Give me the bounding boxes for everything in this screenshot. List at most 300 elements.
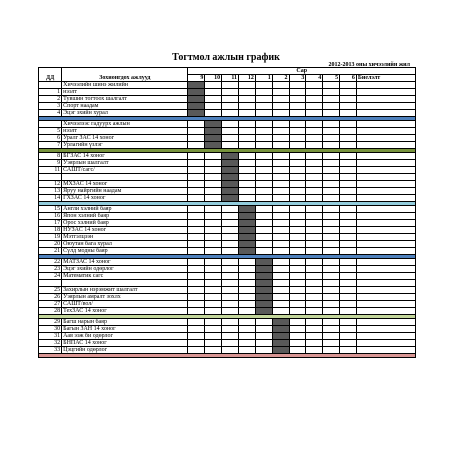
table-row	[39, 181, 416, 188]
month-cell	[188, 153, 205, 160]
month-cell	[340, 333, 357, 340]
month-cell	[255, 234, 272, 241]
month-cell	[222, 234, 239, 241]
month-cell	[222, 82, 239, 89]
month-cell	[272, 206, 289, 213]
month-cell	[272, 294, 289, 301]
month-cell	[255, 206, 272, 213]
row-number: 14	[39, 195, 62, 202]
schedule-table	[38, 67, 416, 358]
month-cell	[239, 266, 256, 273]
row-activity: Уэярлын амралт зохлх	[62, 294, 188, 301]
month-cell	[289, 174, 306, 181]
row-number: 4	[39, 110, 62, 117]
month-cell	[340, 248, 357, 255]
month-cell	[205, 227, 222, 234]
table-row	[39, 174, 416, 181]
scheduled-cell	[255, 280, 272, 287]
scheduled-cell	[222, 153, 239, 160]
month-cell	[323, 266, 340, 273]
scheduled-cell	[272, 347, 289, 354]
month-cell	[188, 234, 205, 241]
month-cell	[239, 347, 256, 354]
month-cell	[255, 326, 272, 333]
header-month: 5	[323, 75, 340, 82]
month-cell	[340, 110, 357, 117]
table-row	[39, 326, 416, 333]
month-cell	[222, 308, 239, 315]
month-cell	[306, 294, 323, 301]
month-cell	[306, 347, 323, 354]
table-row	[39, 128, 416, 135]
month-cell	[289, 220, 306, 227]
month-cell	[289, 259, 306, 266]
month-cell	[323, 89, 340, 96]
month-cell	[289, 319, 306, 326]
row-activity: Англи хэлний баяр	[62, 206, 188, 213]
month-cell	[289, 280, 306, 287]
row-activity: НУЗАС 14 хоног	[62, 227, 188, 234]
month-cell	[272, 308, 289, 315]
month-cell	[323, 241, 340, 248]
scheduled-cell	[255, 308, 272, 315]
row-number: 32	[39, 340, 62, 347]
month-cell	[306, 82, 323, 89]
row-number: 25	[39, 287, 62, 294]
month-cell	[306, 135, 323, 142]
month-cell	[255, 174, 272, 181]
month-cell	[272, 181, 289, 188]
month-cell	[272, 266, 289, 273]
month-cell	[239, 195, 256, 202]
month-cell	[306, 110, 323, 117]
month-cell	[323, 319, 340, 326]
month-cell	[323, 135, 340, 142]
month-cell	[323, 248, 340, 255]
page-subtitle: 2012-2013 оны хичээлийн жил	[328, 62, 410, 68]
scheduled-cell	[188, 103, 205, 110]
month-cell	[255, 121, 272, 128]
month-cell	[306, 319, 323, 326]
month-cell	[340, 308, 357, 315]
month-cell	[255, 188, 272, 195]
month-cell	[205, 213, 222, 220]
scheduled-cell	[255, 266, 272, 273]
note-cell	[356, 121, 415, 128]
note-cell	[356, 142, 415, 149]
row-number: 8	[39, 153, 62, 160]
month-cell	[272, 89, 289, 96]
month-cell	[340, 135, 357, 142]
scheduled-cell	[255, 301, 272, 308]
row-activity	[62, 174, 188, 181]
month-cell	[340, 294, 357, 301]
month-cell	[188, 347, 205, 354]
page-title: Тогтмол ажлын график	[172, 52, 280, 63]
note-cell	[356, 294, 415, 301]
note-cell	[356, 319, 415, 326]
row-activity: МХЗАС 14 хоног	[62, 181, 188, 188]
row-number: 12	[39, 181, 62, 188]
month-cell	[255, 319, 272, 326]
month-cell	[340, 234, 357, 241]
month-cell	[205, 167, 222, 174]
month-cell	[340, 142, 357, 149]
note-cell	[356, 188, 415, 195]
row-number: 1	[39, 89, 62, 96]
month-cell	[222, 142, 239, 149]
note-cell	[356, 213, 415, 220]
table-row	[39, 142, 416, 149]
scheduled-cell	[188, 96, 205, 103]
note-cell	[356, 248, 415, 255]
month-cell	[222, 241, 239, 248]
table-row	[39, 287, 416, 294]
month-cell	[289, 273, 306, 280]
table-row	[39, 234, 416, 241]
month-cell	[255, 160, 272, 167]
table-row	[39, 347, 416, 354]
month-cell	[272, 121, 289, 128]
header-name: Зохионгдох ажлууд	[62, 68, 188, 82]
month-cell	[340, 82, 357, 89]
row-number: 23	[39, 266, 62, 273]
month-cell	[239, 89, 256, 96]
table-row	[39, 188, 416, 195]
month-cell	[239, 103, 256, 110]
table-row	[39, 227, 416, 234]
scheduled-cell	[222, 167, 239, 174]
month-cell	[222, 206, 239, 213]
month-cell	[205, 266, 222, 273]
row-activity: Япон хэлний баяр	[62, 213, 188, 220]
month-cell	[289, 326, 306, 333]
month-cell	[188, 273, 205, 280]
table-row	[39, 333, 416, 340]
month-cell	[272, 273, 289, 280]
month-cell	[306, 333, 323, 340]
month-cell	[205, 188, 222, 195]
month-cell	[188, 326, 205, 333]
table-row	[39, 259, 416, 266]
month-cell	[255, 142, 272, 149]
month-cell	[289, 142, 306, 149]
month-cell	[323, 213, 340, 220]
month-cell	[340, 259, 357, 266]
month-cell	[205, 103, 222, 110]
note-cell	[356, 333, 415, 340]
month-cell	[272, 160, 289, 167]
scheduled-cell	[222, 174, 239, 181]
scheduled-cell	[205, 135, 222, 142]
month-cell	[205, 301, 222, 308]
month-cell	[255, 89, 272, 96]
header-month: 4	[306, 75, 323, 82]
month-cell	[222, 227, 239, 234]
month-cell	[255, 167, 272, 174]
month-cell	[323, 160, 340, 167]
header-month: 6	[340, 75, 357, 82]
row-activity: Хичээлээс гадуурх ажлын	[62, 121, 188, 128]
scheduled-cell	[205, 121, 222, 128]
row-activity: Уэярлын шалгалт	[62, 160, 188, 167]
month-cell	[205, 160, 222, 167]
month-cell	[188, 294, 205, 301]
month-cell	[222, 287, 239, 294]
header-month: 9	[188, 75, 205, 82]
month-cell	[306, 234, 323, 241]
note-cell	[356, 128, 415, 135]
note-cell	[356, 110, 415, 117]
note-cell	[356, 273, 415, 280]
scheduled-cell	[255, 287, 272, 294]
row-activity: Тувшин тогтоох шалгалт	[62, 96, 188, 103]
month-cell	[323, 206, 340, 213]
scheduled-cell	[239, 227, 256, 234]
month-cell	[272, 96, 289, 103]
month-cell	[306, 287, 323, 294]
month-cell	[222, 333, 239, 340]
month-cell	[239, 110, 256, 117]
month-cell	[306, 308, 323, 315]
scheduled-cell	[272, 319, 289, 326]
month-cell	[272, 142, 289, 149]
row-number: 9	[39, 160, 62, 167]
note-cell	[356, 195, 415, 202]
row-activity: МАТЗАС 14 хоног	[62, 259, 188, 266]
month-cell	[188, 266, 205, 273]
month-cell	[323, 181, 340, 188]
row-number: 26	[39, 294, 62, 301]
month-cell	[188, 128, 205, 135]
row-number: 13	[39, 188, 62, 195]
month-cell	[255, 340, 272, 347]
month-cell	[306, 241, 323, 248]
month-cell	[306, 273, 323, 280]
table-row	[39, 280, 416, 287]
row-activity: БГЗАС 14 хоног	[62, 153, 188, 160]
month-cell	[222, 96, 239, 103]
scheduled-cell	[222, 195, 239, 202]
table-row	[39, 294, 416, 301]
month-cell	[340, 319, 357, 326]
month-cell	[306, 326, 323, 333]
row-activity: Эцэг эхийн хурал	[62, 110, 188, 117]
month-cell	[255, 82, 272, 89]
note-cell	[356, 326, 415, 333]
table-row	[39, 308, 416, 315]
month-cell	[205, 110, 222, 117]
month-cell	[222, 248, 239, 255]
month-cell	[222, 347, 239, 354]
table-row	[39, 167, 416, 174]
header-month: 10	[205, 75, 222, 82]
month-cell	[188, 340, 205, 347]
month-cell	[323, 153, 340, 160]
month-cell	[188, 142, 205, 149]
table-row	[39, 135, 416, 142]
row-activity: БНПАС 14 хоног	[62, 340, 188, 347]
month-cell	[188, 259, 205, 266]
month-cell	[239, 326, 256, 333]
month-cell	[239, 287, 256, 294]
month-cell	[205, 241, 222, 248]
month-cell	[239, 82, 256, 89]
row-activity: Эцэг эхийн одөрлог	[62, 266, 188, 273]
month-cell	[289, 347, 306, 354]
month-cell	[289, 213, 306, 220]
row-activity: Яруу найргийн наадам	[62, 188, 188, 195]
month-cell	[188, 121, 205, 128]
table-row	[39, 248, 416, 255]
row-number: 29	[39, 319, 62, 326]
month-cell	[340, 347, 357, 354]
month-cell	[188, 160, 205, 167]
month-cell	[340, 167, 357, 174]
scheduled-cell	[188, 110, 205, 117]
scheduled-cell	[239, 241, 256, 248]
month-cell	[340, 220, 357, 227]
row-activity: Хичээлийн шинэ жилийн	[62, 82, 188, 89]
table-row	[39, 121, 416, 128]
table-row	[39, 160, 416, 167]
month-cell	[323, 121, 340, 128]
month-cell	[188, 319, 205, 326]
row-number: 24	[39, 273, 62, 280]
month-cell	[323, 227, 340, 234]
month-cell	[272, 110, 289, 117]
month-cell	[205, 273, 222, 280]
month-cell	[323, 82, 340, 89]
note-cell	[356, 220, 415, 227]
row-activity: Мэтгэлцээн	[62, 234, 188, 241]
month-cell	[323, 103, 340, 110]
month-cell	[340, 273, 357, 280]
month-cell	[239, 259, 256, 266]
month-cell	[255, 110, 272, 117]
month-cell	[340, 174, 357, 181]
month-cell	[289, 160, 306, 167]
month-cell	[188, 213, 205, 220]
month-cell	[323, 280, 340, 287]
row-activity: Багш нарын баяр	[62, 319, 188, 326]
month-cell	[306, 167, 323, 174]
month-cell	[306, 96, 323, 103]
month-cell	[323, 128, 340, 135]
month-cell	[289, 333, 306, 340]
month-cell	[323, 326, 340, 333]
month-cell	[205, 259, 222, 266]
month-cell	[222, 273, 239, 280]
row-activity: Математик сагс	[62, 273, 188, 280]
scheduled-cell	[239, 213, 256, 220]
month-cell	[289, 82, 306, 89]
month-cell	[289, 248, 306, 255]
month-cell	[323, 195, 340, 202]
month-cell	[222, 135, 239, 142]
note-cell	[356, 174, 415, 181]
month-cell	[323, 273, 340, 280]
month-cell	[205, 89, 222, 96]
row-activity: ТехЗАС 14 хоног	[62, 308, 188, 315]
month-cell	[188, 195, 205, 202]
month-cell	[289, 167, 306, 174]
note-cell	[356, 266, 415, 273]
table-row	[39, 241, 416, 248]
month-cell	[239, 188, 256, 195]
month-cell	[272, 227, 289, 234]
note-cell	[356, 347, 415, 354]
month-cell	[289, 241, 306, 248]
month-cell	[272, 213, 289, 220]
scheduled-cell	[272, 326, 289, 333]
month-cell	[205, 153, 222, 160]
month-cell	[239, 301, 256, 308]
header-month: 12	[239, 75, 256, 82]
month-cell	[222, 340, 239, 347]
month-cell	[340, 195, 357, 202]
month-cell	[323, 110, 340, 117]
row-activity: Спорт наадам	[62, 103, 188, 110]
month-cell	[188, 174, 205, 181]
month-cell	[205, 326, 222, 333]
month-cell	[289, 121, 306, 128]
month-cell	[306, 301, 323, 308]
month-cell	[306, 340, 323, 347]
month-cell	[239, 273, 256, 280]
month-cell	[272, 234, 289, 241]
month-cell	[255, 103, 272, 110]
month-cell	[239, 340, 256, 347]
note-cell	[356, 167, 415, 174]
table-row	[39, 82, 416, 89]
row-number: 21	[39, 248, 62, 255]
row-number	[39, 121, 62, 128]
month-cell	[255, 96, 272, 103]
month-cell	[340, 153, 357, 160]
month-cell	[340, 206, 357, 213]
note-cell	[356, 89, 415, 96]
month-cell	[289, 110, 306, 117]
month-cell	[340, 181, 357, 188]
month-cell	[289, 96, 306, 103]
month-cell	[306, 220, 323, 227]
month-cell	[272, 280, 289, 287]
month-cell	[205, 181, 222, 188]
table-row	[39, 103, 416, 110]
month-cell	[255, 213, 272, 220]
header-row-top	[39, 68, 416, 75]
month-cell	[205, 206, 222, 213]
month-cell	[306, 153, 323, 160]
month-cell	[323, 96, 340, 103]
scheduled-cell	[239, 248, 256, 255]
month-cell	[340, 266, 357, 273]
table-row	[39, 301, 416, 308]
row-number: 18	[39, 227, 62, 234]
month-cell	[205, 294, 222, 301]
month-cell	[323, 188, 340, 195]
row-number: 5	[39, 128, 62, 135]
month-cell	[323, 308, 340, 315]
scheduled-cell	[188, 82, 205, 89]
month-cell	[188, 280, 205, 287]
month-cell	[239, 319, 256, 326]
month-cell	[340, 340, 357, 347]
month-cell	[272, 195, 289, 202]
scheduled-cell	[205, 128, 222, 135]
row-activity: Аав ээж би одөрлог	[62, 333, 188, 340]
